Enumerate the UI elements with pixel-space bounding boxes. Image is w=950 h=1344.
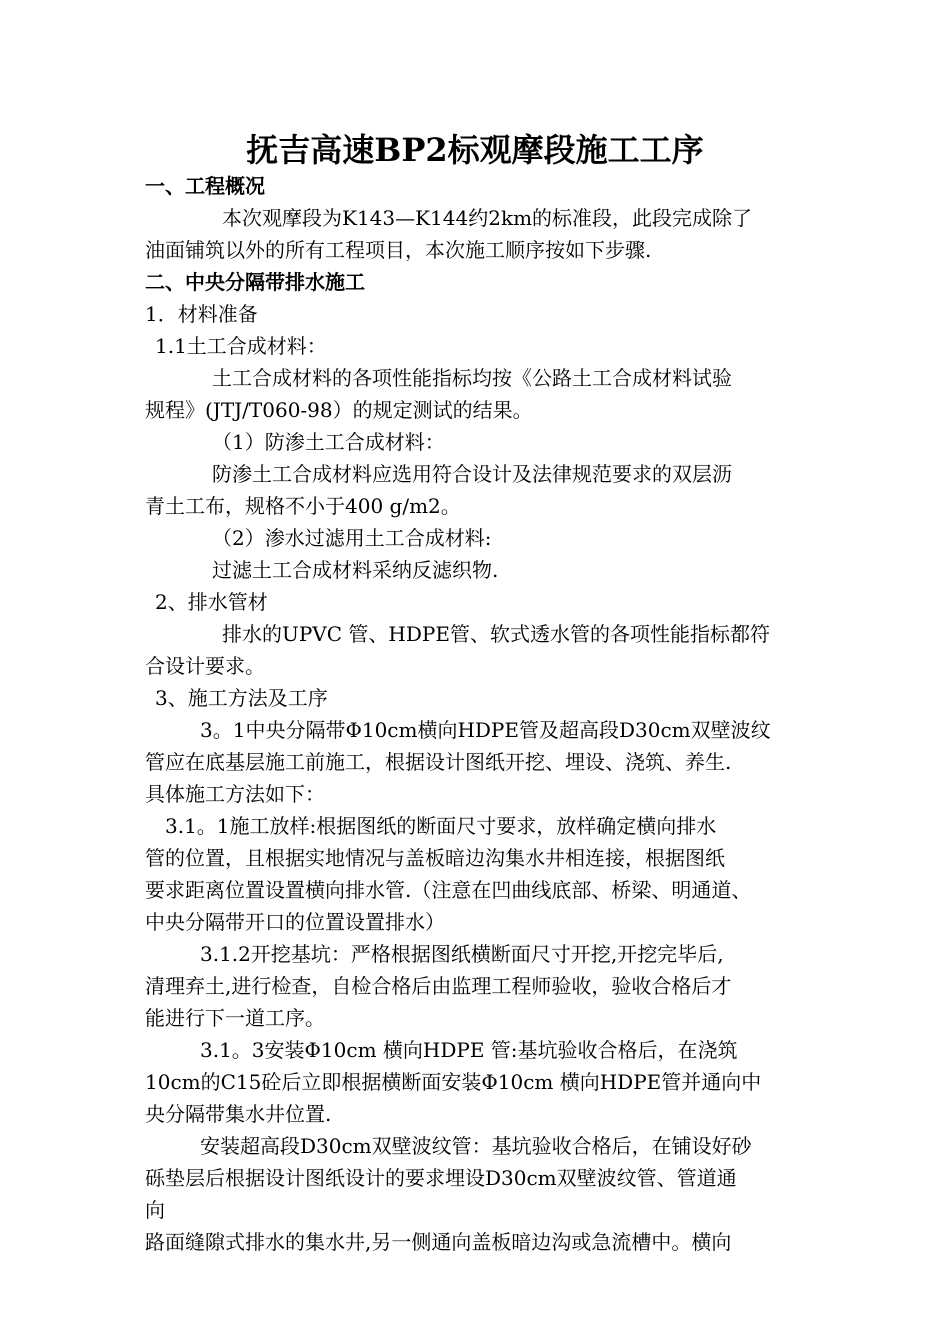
paragraph-line: 防渗土工合成材料应选用符合设计及法律规范要求的双层沥 <box>212 462 732 486</box>
paragraph-line: （2）渗水过滤用土工合成材料: <box>212 526 492 550</box>
paragraph-line: 管应在底基层施工前施工，根据设计图纸开挖、埋设、浇筑、养生. <box>145 750 732 774</box>
paragraph-line: 过滤土工合成材料采纳反滤织物. <box>212 558 499 582</box>
paragraph-line: 向 <box>145 1198 165 1222</box>
paragraph-line: 要求距离位置设置横向排水管.（注意在凹曲线底部、桥梁、明通道、 <box>145 878 752 902</box>
document-title: 抚吉高速BP2标观摩段施工工序 <box>246 131 704 169</box>
subsection-heading: 3、施工方法及工序 <box>155 686 328 710</box>
paragraph-line: 青土工布，规格不小于400 g/m2。 <box>145 494 461 518</box>
section-heading-overview: 一、工程概况 <box>145 174 265 198</box>
paragraph-line: 合设计要求。 <box>145 654 265 678</box>
paragraph-line: 砾垫层后根据设计图纸设计的要求埋设D30cm双壁波纹管、管道通 <box>145 1166 737 1190</box>
paragraph-line: 路面缝隙式排水的集水井,另一侧通向盖板暗边沟或急流槽中。横向 <box>145 1230 732 1254</box>
paragraph-line: 3。1中央分隔带Φ10cm横向HDPE管及超高段D30cm双壁波纹 <box>200 718 771 742</box>
paragraph-line: 3.1.2开挖基坑：严格根据图纸横断面尺寸开挖,开挖完毕后, <box>200 942 724 966</box>
subsection-heading: 1．材料准备 <box>145 302 258 326</box>
paragraph-line: 规程》(JTJ/T060-98）的规定测试的结果。 <box>145 398 533 422</box>
section-heading-median-drainage: 二、中央分隔带排水施工 <box>145 270 365 294</box>
paragraph-line: 10cm的C15砼后立即根据横断面安装Φ10cm 横向HDPE管并通向中 <box>145 1070 762 1094</box>
paragraph-line: 本次观摩段为K143—K144约2km的标准段，此段完成除了 <box>222 206 753 230</box>
subsection-heading: 1.1土工合成材料： <box>155 334 327 358</box>
paragraph-line: 能进行下一道工序。 <box>145 1006 325 1030</box>
paragraph-line: 3.1。3安装Φ10cm 横向HDPE 管:基坑验收合格后，在浇筑 <box>200 1038 738 1062</box>
paragraph-line: 油面铺筑以外的所有工程项目，本次施工顺序按如下步骤. <box>145 238 652 262</box>
paragraph-line: 安装超高段D30cm双壁波纹管：基坑验收合格后，在铺设好砂 <box>200 1134 752 1158</box>
paragraph-line: 管的位置，且根据实地情况与盖板暗边沟集水井相连接，根据图纸 <box>145 846 725 870</box>
paragraph-line: 排水的UPVC 管、HDPE管、软式透水管的各项性能指标都符 <box>222 622 770 646</box>
paragraph-line: 3.1。1施工放样:根据图纸的断面尺寸要求，放样确定横向排水 <box>165 814 717 838</box>
paragraph-line: 清理弃土,进行检查，自检合格后由监理工程师验收，验收合格后才 <box>145 974 732 998</box>
subsection-heading: 2、排水管材 <box>155 590 268 614</box>
paragraph-line: 央分隔带集水井位置. <box>145 1102 332 1126</box>
paragraph-line: 具体施工方法如下： <box>145 782 325 806</box>
paragraph-line: 土工合成材料的各项性能指标均按《公路土工合成材料试验 <box>212 366 732 390</box>
paragraph-line: （1）防渗土工合成材料： <box>212 430 445 454</box>
paragraph-line: 中央分隔带开口的位置设置排水） <box>145 910 445 934</box>
